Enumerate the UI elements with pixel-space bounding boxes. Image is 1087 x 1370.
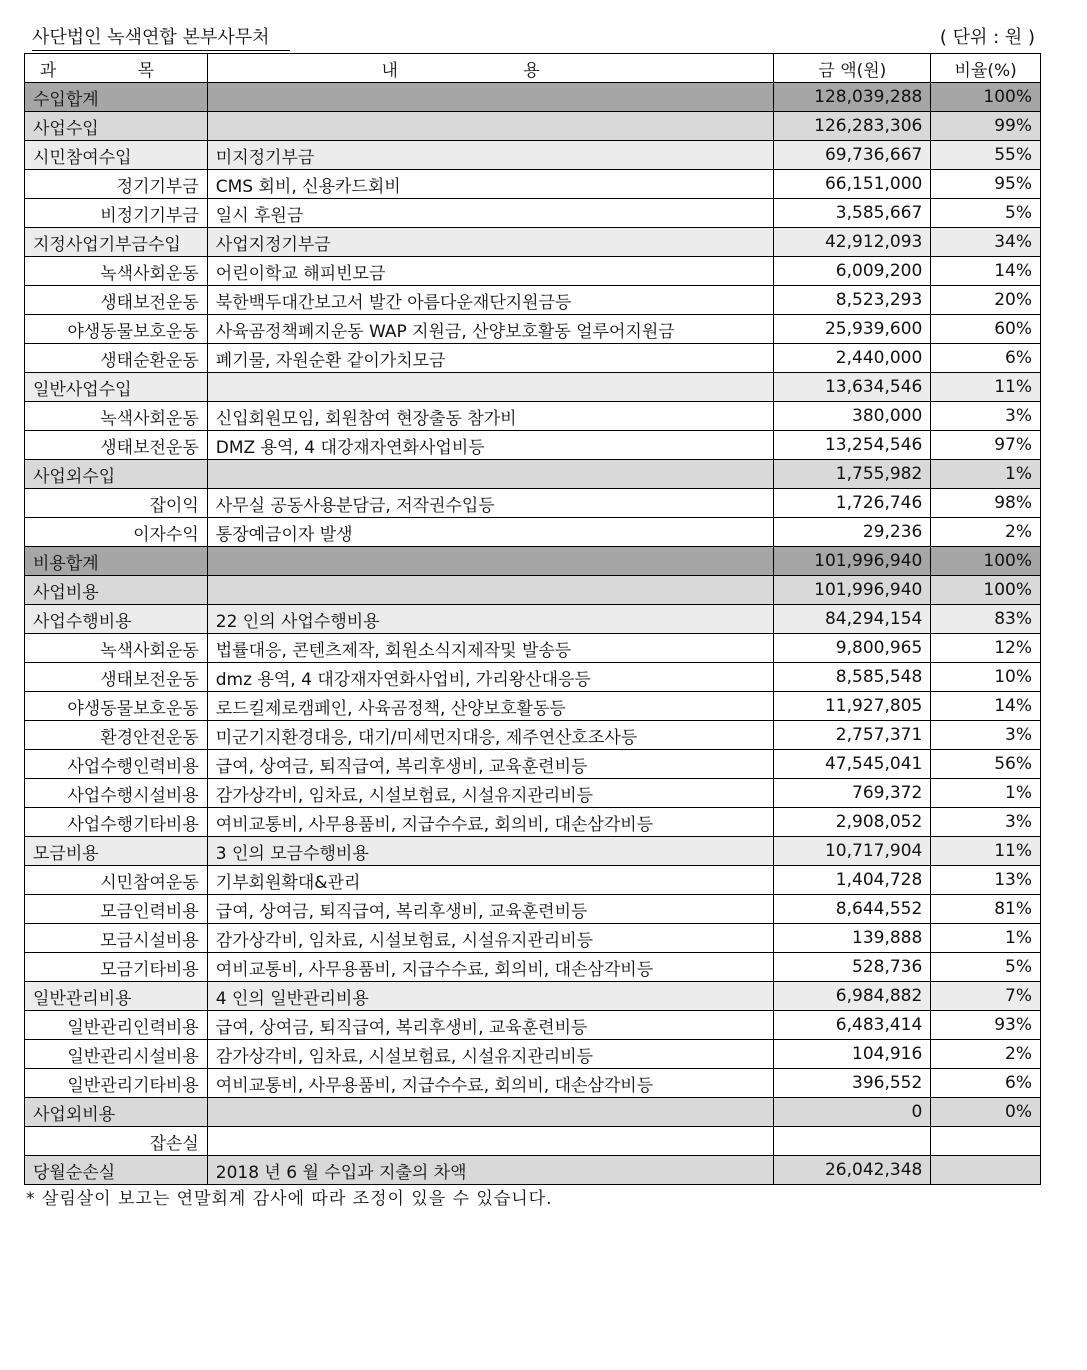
row-ratio: 1%	[931, 924, 1041, 953]
row-content: 기부회원확대&관리	[207, 866, 774, 895]
row-subject: 비정기기부금	[25, 199, 208, 228]
column-header-ratio: 비율(%)	[931, 54, 1041, 83]
table-row	[25, 663, 1041, 692]
organization-title: 사단법인 녹색연합 본부사무처	[32, 26, 290, 51]
row-amount: 47,545,041	[774, 750, 931, 779]
row-amount: 8,523,293	[774, 286, 931, 315]
row-content	[207, 576, 774, 605]
row-ratio: 20%	[931, 286, 1041, 315]
row-amount: 11,927,805	[774, 692, 931, 721]
row-ratio: 100%	[931, 576, 1041, 605]
row-ratio: 7%	[931, 982, 1041, 1011]
row-subject: 생태보전운동	[25, 431, 208, 460]
row-subject: 사업외비용	[25, 1098, 208, 1127]
row-content	[207, 83, 774, 112]
table-row	[25, 170, 1041, 199]
row-subject: 일반관리기타비용	[25, 1069, 208, 1098]
row-ratio: 99%	[931, 112, 1041, 141]
row-amount: 769,372	[774, 779, 931, 808]
unit-label: ( 단위 : 원 )	[939, 27, 1035, 48]
table-header-row	[25, 54, 1041, 83]
row-subject: 일반사업수입	[25, 373, 208, 402]
ledger-table	[24, 53, 1041, 1185]
row-content	[207, 373, 774, 402]
row-content: 급여, 상여금, 퇴직급여, 복리후생비, 교육훈련비등	[207, 895, 774, 924]
row-amount: 10,717,904	[774, 837, 931, 866]
row-amount: 139,888	[774, 924, 931, 953]
row-ratio: 1%	[931, 779, 1041, 808]
footnote: * 살림살이 보고는 연말회계 감사에 따라 조정이 있을 수 있습니다.	[26, 1189, 553, 1209]
row-subject: 사업수행기타비용	[25, 808, 208, 837]
table-row	[25, 1040, 1041, 1069]
row-ratio: 5%	[931, 953, 1041, 982]
table-row	[25, 982, 1041, 1011]
row-ratio: 5%	[931, 199, 1041, 228]
table-row	[25, 547, 1041, 576]
row-amount: 8,585,548	[774, 663, 931, 692]
row-content: 여비교통비, 사무용품비, 지급수수료, 회의비, 대손삼각비등	[207, 808, 774, 837]
row-amount: 13,254,546	[774, 431, 931, 460]
row-ratio: 56%	[931, 750, 1041, 779]
table-row	[25, 460, 1041, 489]
row-ratio	[931, 1156, 1041, 1185]
row-ratio: 97%	[931, 431, 1041, 460]
row-subject: 지정사업기부금수입	[25, 228, 208, 257]
row-ratio: 6%	[931, 1069, 1041, 1098]
row-ratio: 98%	[931, 489, 1041, 518]
table-row	[25, 344, 1041, 373]
row-content: 미지정기부금	[207, 141, 774, 170]
row-ratio: 14%	[931, 692, 1041, 721]
row-amount: 2,908,052	[774, 808, 931, 837]
row-content: dmz 용역, 4 대강재자연화사업비, 가리왕산대응등	[207, 663, 774, 692]
row-subject: 녹색사회운동	[25, 402, 208, 431]
row-amount: 3,585,667	[774, 199, 931, 228]
row-content: 미군기지환경대응, 대기/미세먼지대응, 제주연산호조사등	[207, 721, 774, 750]
row-amount: 528,736	[774, 953, 931, 982]
row-amount: 1,755,982	[774, 460, 931, 489]
row-content: 여비교통비, 사무용품비, 지급수수료, 회의비, 대손삼각비등	[207, 953, 774, 982]
table-row	[25, 83, 1041, 112]
row-content: 여비교통비, 사무용품비, 지급수수료, 회의비, 대손삼각비등	[207, 1069, 774, 1098]
row-ratio: 2%	[931, 1040, 1041, 1069]
row-content	[207, 547, 774, 576]
row-content: 폐기물, 자원순환 같이가치모금	[207, 344, 774, 373]
row-ratio: 83%	[931, 605, 1041, 634]
table-row	[25, 837, 1041, 866]
table-row	[25, 518, 1041, 547]
row-content: 사업지정기부금	[207, 228, 774, 257]
row-subject: 일반관리비용	[25, 982, 208, 1011]
row-content: 감가상각비, 임차료, 시설보험료, 시설유지관리비등	[207, 924, 774, 953]
table-row	[25, 924, 1041, 953]
row-subject: 생태보전운동	[25, 663, 208, 692]
row-subject: 사업수입	[25, 112, 208, 141]
ledger-body	[25, 83, 1041, 1185]
row-content	[207, 112, 774, 141]
table-row	[25, 489, 1041, 518]
table-row	[25, 576, 1041, 605]
row-content: 어린이학교 해피빈모금	[207, 257, 774, 286]
row-subject: 녹색사회운동	[25, 634, 208, 663]
row-subject: 비용합계	[25, 547, 208, 576]
table-row	[25, 1098, 1041, 1127]
row-amount: 84,294,154	[774, 605, 931, 634]
row-subject: 잡손실	[25, 1127, 208, 1156]
row-amount: 26,042,348	[774, 1156, 931, 1185]
row-subject: 야생동물보호운동	[25, 315, 208, 344]
row-content: 사육곰정책폐지운동 WAP 지원금, 산양보호활동 얼루어지원금	[207, 315, 774, 344]
row-ratio: 3%	[931, 808, 1041, 837]
table-row	[25, 866, 1041, 895]
row-content: 북한백두대간보고서 발간 아름다운재단지원금등	[207, 286, 774, 315]
row-ratio: 0%	[931, 1098, 1041, 1127]
table-row	[25, 895, 1041, 924]
row-ratio: 95%	[931, 170, 1041, 199]
row-amount: 101,996,940	[774, 576, 931, 605]
row-content: 22 인의 사업수행비용	[207, 605, 774, 634]
row-ratio: 6%	[931, 344, 1041, 373]
row-content: 로드킬제로캠페인, 사육곰정책, 산양보호활동등	[207, 692, 774, 721]
row-subject: 사업수행시설비용	[25, 779, 208, 808]
row-subject: 환경안전운동	[25, 721, 208, 750]
row-content: DMZ 용역, 4 대강재자연화사업비등	[207, 431, 774, 460]
row-amount: 6,009,200	[774, 257, 931, 286]
row-content	[207, 1127, 774, 1156]
row-content: 급여, 상여금, 퇴직급여, 복리후생비, 교육훈련비등	[207, 1011, 774, 1040]
row-subject: 모금기타비용	[25, 953, 208, 982]
row-subject: 사업비용	[25, 576, 208, 605]
row-content: 통장예금이자 발생	[207, 518, 774, 547]
row-ratio: 81%	[931, 895, 1041, 924]
row-amount: 66,151,000	[774, 170, 931, 199]
row-ratio: 11%	[931, 373, 1041, 402]
row-subject: 일반관리시설비용	[25, 1040, 208, 1069]
row-ratio	[931, 1127, 1041, 1156]
table-row	[25, 431, 1041, 460]
row-ratio: 34%	[931, 228, 1041, 257]
row-amount: 0	[774, 1098, 931, 1127]
row-subject: 사업수행인력비용	[25, 750, 208, 779]
table-row	[25, 257, 1041, 286]
row-content	[207, 460, 774, 489]
table-row	[25, 779, 1041, 808]
column-header-subject: 과 목	[25, 54, 208, 83]
row-amount: 2,440,000	[774, 344, 931, 373]
row-content: 감가상각비, 임차료, 시설보험료, 시설유지관리비등	[207, 1040, 774, 1069]
row-amount: 25,939,600	[774, 315, 931, 344]
row-ratio: 55%	[931, 141, 1041, 170]
row-subject: 당월순손실	[25, 1156, 208, 1185]
table-row	[25, 750, 1041, 779]
row-amount: 42,912,093	[774, 228, 931, 257]
row-amount: 1,726,746	[774, 489, 931, 518]
table-row	[25, 286, 1041, 315]
row-amount: 6,483,414	[774, 1011, 931, 1040]
row-subject: 사업수행비용	[25, 605, 208, 634]
row-amount: 128,039,288	[774, 83, 931, 112]
table-row	[25, 1156, 1041, 1185]
row-ratio: 2%	[931, 518, 1041, 547]
table-row	[25, 605, 1041, 634]
row-content: CMS 회비, 신용카드회비	[207, 170, 774, 199]
row-content: 급여, 상여금, 퇴직급여, 복리후생비, 교육훈련비등	[207, 750, 774, 779]
row-subject: 모금인력비용	[25, 895, 208, 924]
row-ratio: 93%	[931, 1011, 1041, 1040]
column-header-amount: 금 액(원)	[774, 54, 931, 83]
row-amount: 69,736,667	[774, 141, 931, 170]
row-subject: 생태순환운동	[25, 344, 208, 373]
row-ratio: 10%	[931, 663, 1041, 692]
row-content: 감가상각비, 임차료, 시설보험료, 시설유지관리비등	[207, 779, 774, 808]
table-row	[25, 808, 1041, 837]
table-row	[25, 1011, 1041, 1040]
row-content	[207, 1098, 774, 1127]
row-subject: 모금시설비용	[25, 924, 208, 953]
row-subject: 시민참여수입	[25, 141, 208, 170]
row-amount: 380,000	[774, 402, 931, 431]
row-content: 법률대응, 콘텐츠제작, 회원소식지제작및 발송등	[207, 634, 774, 663]
row-content: 사무실 공동사용분담금, 저작권수입등	[207, 489, 774, 518]
row-subject: 모금비용	[25, 837, 208, 866]
column-header-content: 내 용	[207, 54, 774, 83]
table-row	[25, 373, 1041, 402]
table-row	[25, 199, 1041, 228]
table-row	[25, 721, 1041, 750]
row-ratio: 60%	[931, 315, 1041, 344]
row-amount: 126,283,306	[774, 112, 931, 141]
table-row	[25, 634, 1041, 663]
row-amount: 6,984,882	[774, 982, 931, 1011]
table-row	[25, 141, 1041, 170]
row-subject: 정기기부금	[25, 170, 208, 199]
row-subject: 일반관리인력비용	[25, 1011, 208, 1040]
row-amount: 29,236	[774, 518, 931, 547]
row-ratio: 100%	[931, 547, 1041, 576]
row-subject: 녹색사회운동	[25, 257, 208, 286]
row-subject: 시민참여운동	[25, 866, 208, 895]
row-ratio: 13%	[931, 866, 1041, 895]
row-ratio: 14%	[931, 257, 1041, 286]
row-subject: 잡이익	[25, 489, 208, 518]
row-amount: 13,634,546	[774, 373, 931, 402]
table-row	[25, 953, 1041, 982]
row-subject: 수입합계	[25, 83, 208, 112]
row-ratio: 11%	[931, 837, 1041, 866]
row-amount: 8,644,552	[774, 895, 931, 924]
row-ratio: 1%	[931, 460, 1041, 489]
table-row	[25, 228, 1041, 257]
row-subject: 야생동물보호운동	[25, 692, 208, 721]
row-amount	[774, 1127, 931, 1156]
row-amount: 2,757,371	[774, 721, 931, 750]
table-row	[25, 315, 1041, 344]
row-content: 신입회원모임, 회원참여 현장출동 참가비	[207, 402, 774, 431]
table-row	[25, 402, 1041, 431]
table-row	[25, 112, 1041, 141]
row-amount: 104,916	[774, 1040, 931, 1069]
row-content: 3 인의 모금수행비용	[207, 837, 774, 866]
row-content: 2018 년 6 월 수입과 지출의 차액	[207, 1156, 774, 1185]
row-ratio: 12%	[931, 634, 1041, 663]
row-subject: 생태보전운동	[25, 286, 208, 315]
row-ratio: 3%	[931, 402, 1041, 431]
row-content: 일시 후원금	[207, 199, 774, 228]
row-subject: 이자수익	[25, 518, 208, 547]
row-content: 4 인의 일반관리비용	[207, 982, 774, 1011]
table-row	[25, 692, 1041, 721]
row-amount: 9,800,965	[774, 634, 931, 663]
row-ratio: 3%	[931, 721, 1041, 750]
row-subject: 사업외수입	[25, 460, 208, 489]
row-amount: 101,996,940	[774, 547, 931, 576]
row-ratio: 100%	[931, 83, 1041, 112]
row-amount: 1,404,728	[774, 866, 931, 895]
table-row	[25, 1069, 1041, 1098]
row-amount: 396,552	[774, 1069, 931, 1098]
table-row	[25, 1127, 1041, 1156]
